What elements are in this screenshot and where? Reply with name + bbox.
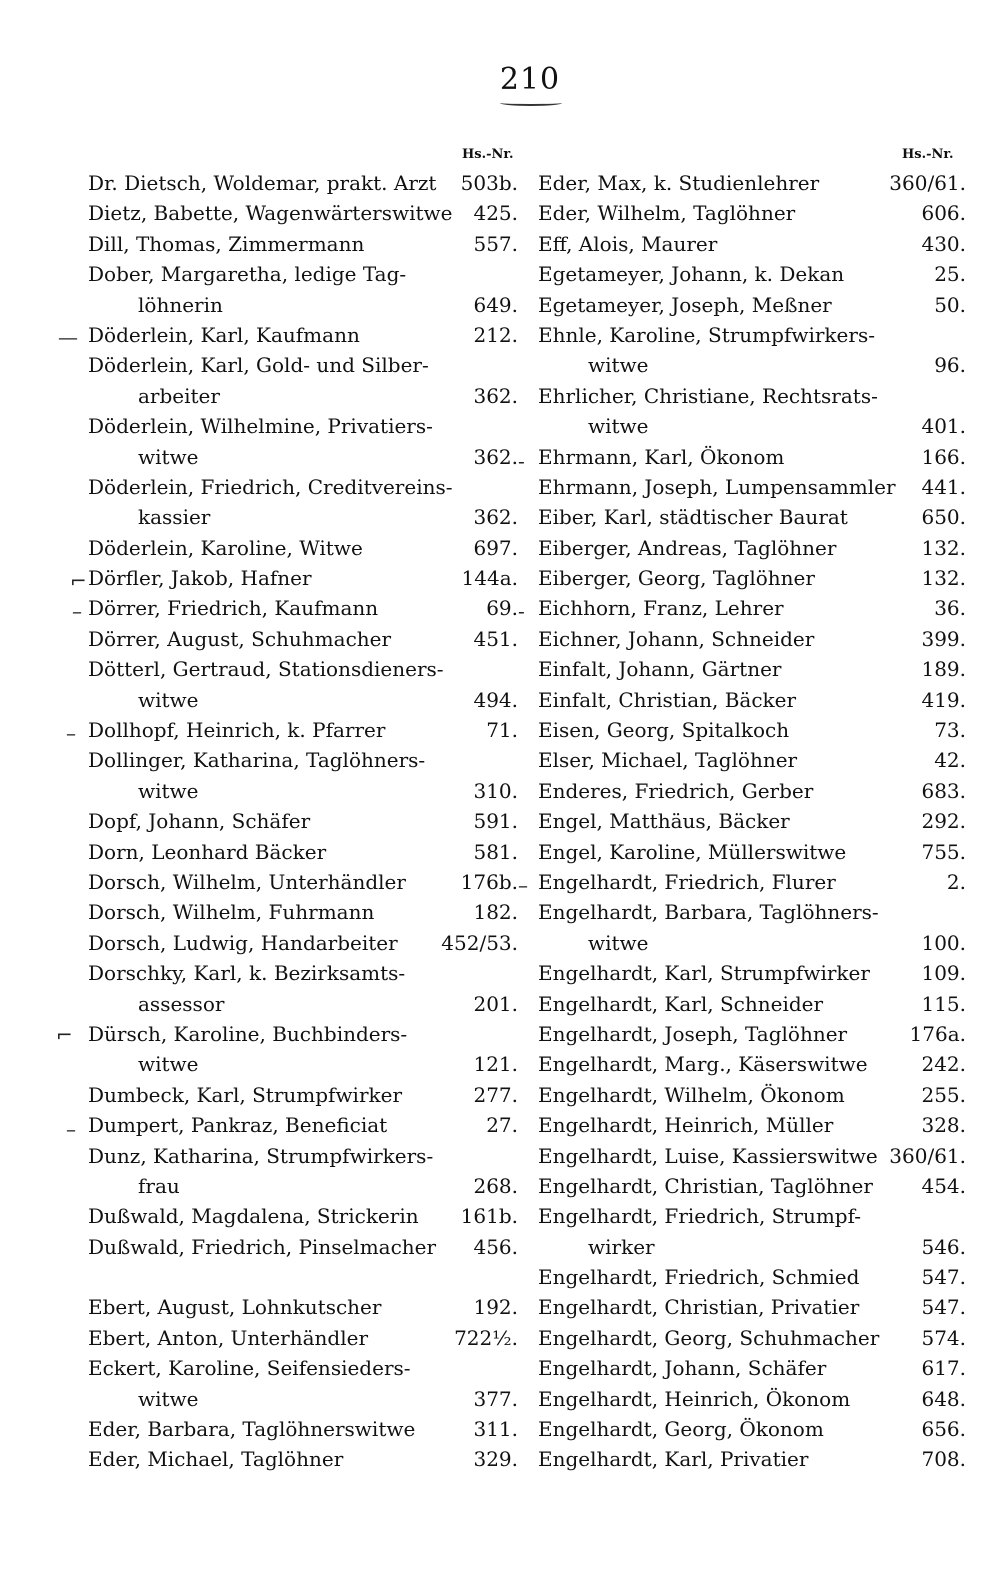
house-number: 722½. — [454, 1325, 518, 1350]
house-number: 182. — [473, 900, 518, 925]
entry-text: Eichner, Johann, Schneider — [538, 626, 815, 651]
directory-entry — [538, 1323, 966, 1353]
entry-text: witwe — [138, 1386, 199, 1411]
entry-text: Engelhardt, Barbara, Taglöhners- — [538, 900, 879, 925]
house-number: 606. — [921, 201, 966, 226]
entry-text: Dr. Dietsch, Woldemar, prakt. Arzt — [88, 171, 437, 195]
directory-entry — [538, 229, 966, 259]
house-number: 425. — [473, 201, 518, 226]
directory-entry — [538, 1141, 966, 1171]
directory-entry — [88, 229, 518, 259]
entry-continuation-line — [88, 1049, 518, 1079]
entry-text: wirker — [588, 1234, 655, 1259]
house-number: 546. — [921, 1234, 966, 1259]
directory-entry — [538, 958, 966, 988]
entry-text: Eiber, Karl, städtischer Baurat — [538, 505, 848, 530]
house-number: 42. — [934, 748, 966, 773]
entry-text: Engelhardt, Friedrich, Flurer — [538, 869, 836, 894]
house-number: 50. — [934, 292, 966, 317]
house-number: 109. — [921, 961, 966, 986]
directory-entry — [88, 350, 518, 380]
entry-text: Dollinger, Katharina, Taglöhners- — [88, 748, 426, 773]
entry-text: Engelhardt, Marg., Käserswitwe — [538, 1052, 868, 1077]
entry-text: Engelhardt, Wilhelm, Ökonom — [538, 1082, 845, 1107]
directory-entry — [88, 715, 518, 745]
entry-continuation-line — [88, 442, 518, 472]
entry-text: Dumpert, Pankraz, Beneficiat — [88, 1113, 388, 1138]
entry-text: Dorschky, Karl, k. Bezirksamts- — [88, 961, 406, 986]
directory-entry — [88, 1110, 518, 1140]
entry-text: löhnerin — [138, 292, 223, 317]
entry-text: Dollhopf, Heinrich, k. Pfarrer — [88, 718, 386, 743]
house-number: 310. — [473, 778, 518, 803]
entry-text: Eder, Wilhelm, Taglöhner — [538, 201, 796, 226]
entry-continuation-line — [538, 350, 966, 380]
entry-text: Engel, Matthäus, Bäcker — [538, 809, 790, 834]
directory-entry — [88, 806, 518, 836]
directory-entry — [88, 1292, 518, 1322]
page-number: 210 — [499, 62, 561, 97]
house-number: 69. — [486, 596, 518, 621]
entry-text: Enderes, Friedrich, Gerber — [538, 778, 814, 803]
entry-text: Egetameyer, Johann, k. Dekan — [538, 262, 845, 287]
house-number: 650. — [921, 505, 966, 530]
house-number: 451. — [473, 626, 518, 651]
entry-continuation-line — [538, 928, 966, 958]
entry-text: Dötterl, Gertraud, Stationsdieners- — [88, 657, 444, 682]
entry-text: Engelhardt, Karl, Privatier — [538, 1447, 809, 1472]
directory-entry — [538, 1384, 966, 1414]
directory-entry — [88, 1353, 518, 1383]
directory-entry — [538, 1414, 966, 1444]
entry-text: Engelhardt, Christian, Privatier — [538, 1295, 860, 1320]
house-number: 617. — [921, 1356, 966, 1381]
entry-text: witwe — [588, 353, 649, 378]
entry-text: Dorsch, Wilhelm, Fuhrmann — [88, 900, 375, 925]
entry-text: Eder, Max, k. Studienlehrer — [538, 171, 820, 195]
entry-text: Engelhardt, Johann, Schäfer — [538, 1356, 827, 1381]
entry-text: Egetameyer, Joseph, Meßner — [538, 292, 832, 317]
entry-text: Dörrer, August, Schuhmacher — [88, 626, 392, 651]
house-number: 329. — [473, 1447, 518, 1472]
house-number: 362. — [473, 383, 518, 408]
directory-entry — [538, 715, 966, 745]
directory-entry — [88, 1141, 518, 1171]
directory-entry — [538, 563, 966, 593]
margin-dash-mark: – — [72, 599, 82, 623]
entry-text: Engelhardt, Luise, Kassierswitwe — [538, 1143, 878, 1168]
house-number: 277. — [473, 1082, 518, 1107]
directory-entry — [88, 624, 518, 654]
directory-entry — [88, 198, 518, 228]
directory-entry — [538, 320, 966, 350]
entry-text: Eder, Barbara, Taglöhnerswitwe — [88, 1417, 416, 1442]
directory-entry — [88, 1444, 518, 1474]
directory-entry — [538, 1353, 966, 1383]
entry-text: Döderlein, Karoline, Witwe — [88, 535, 363, 560]
entry-text: Eiberger, Georg, Taglöhner — [538, 566, 815, 591]
house-number: 656. — [921, 1417, 966, 1442]
directory-entry — [538, 533, 966, 563]
directory-entry — [88, 1019, 518, 1049]
house-number: 100. — [921, 930, 966, 955]
directory-entry — [88, 745, 518, 775]
directory-entry — [538, 1019, 966, 1049]
entry-text: Engelhardt, Heinrich, Ökonom — [538, 1386, 851, 1411]
entry-text: Engel, Karoline, Müllerswitwe — [538, 839, 847, 864]
house-number: 503b. — [460, 171, 518, 195]
house-number: 2. — [946, 869, 966, 894]
entry-text: Ehrlicher, Christiane, Rechtsrats- — [538, 383, 878, 408]
directory-entry — [88, 472, 518, 502]
entry-text: witwe — [138, 444, 199, 469]
house-number: 547. — [921, 1295, 966, 1320]
entry-text: Ehrmann, Joseph, Lumpensammler — [538, 474, 896, 499]
entry-text: Dürsch, Karoline, Buchbinders- — [88, 1021, 408, 1046]
entry-text: Einfalt, Christian, Bäcker — [538, 687, 797, 712]
entry-text: Dorn, Leonhard Bäcker — [88, 839, 327, 864]
margin-dash-mark: - — [518, 599, 525, 623]
directory-entry — [538, 381, 966, 411]
entry-text: Eiberger, Andreas, Taglöhner — [538, 535, 837, 560]
house-number: 452/53. — [441, 930, 518, 955]
entry-text: arbeiter — [138, 383, 220, 408]
entry-text: Dumbeck, Karl, Strumpfwirker — [88, 1082, 403, 1107]
house-number: 494. — [473, 687, 518, 712]
directory-entry — [538, 1262, 966, 1292]
house-number: 311. — [473, 1417, 518, 1442]
entry-text: Ebert, August, Lohnkutscher — [88, 1295, 382, 1320]
directory-entry — [88, 168, 518, 198]
entry-text: witwe — [588, 414, 649, 439]
directory-entry — [88, 837, 518, 867]
entry-text: Engelhardt, Joseph, Taglöhner — [538, 1021, 848, 1046]
directory-entry — [88, 1262, 518, 1292]
right-column — [538, 168, 966, 1475]
entry-text: witwe — [138, 687, 199, 712]
entry-text: witwe — [588, 930, 649, 955]
right-column-header: Hs.-Nr. — [902, 147, 954, 162]
directory-entry — [538, 897, 966, 927]
entry-text: witwe — [138, 1052, 199, 1077]
entry-text: Döderlein, Karl, Gold- und Silber- — [88, 353, 429, 378]
house-number: 36. — [934, 596, 966, 621]
entry-text: Döderlein, Friedrich, Creditvereins- — [88, 474, 453, 499]
house-number: 176b. — [460, 869, 518, 894]
directory-entry — [538, 1049, 966, 1079]
directory-entry — [538, 472, 966, 502]
entry-text: Engelhardt, Christian, Taglöhner — [538, 1173, 873, 1198]
directory-entry — [538, 745, 966, 775]
entry-text: Ebert, Anton, Unterhändler — [88, 1325, 368, 1350]
entry-continuation-line — [88, 776, 518, 806]
house-number: 144a. — [461, 566, 518, 591]
directory-entry — [88, 1232, 518, 1262]
house-number: 328. — [921, 1113, 966, 1138]
entry-continuation-line — [88, 290, 518, 320]
directory-entry — [538, 685, 966, 715]
margin-hook-mark: ⌐ — [70, 569, 87, 593]
entry-text: Ehrmann, Karl, Ökonom — [538, 444, 785, 469]
house-number: 121. — [473, 1052, 518, 1077]
entry-text: Dunz, Katharina, Strumpfwirkers- — [88, 1143, 434, 1168]
house-number: 96. — [934, 353, 966, 378]
entry-continuation-line — [538, 411, 966, 441]
house-number: 649. — [473, 292, 518, 317]
directory-entry — [538, 502, 966, 532]
directory-entry — [88, 563, 518, 593]
house-number: 362. — [473, 505, 518, 530]
left-column-header: Hs.-Nr. — [462, 147, 514, 162]
entry-text: Elser, Michael, Taglöhner — [538, 748, 798, 773]
house-number: 212. — [473, 322, 518, 347]
house-number: 708. — [921, 1447, 966, 1472]
house-number: 255. — [921, 1082, 966, 1107]
directory-entry — [538, 290, 966, 320]
entry-continuation-line — [88, 685, 518, 715]
margin-arrow-mark: - — [518, 449, 525, 473]
directory-entry — [88, 259, 518, 289]
entry-text: Döderlein, Wilhelmine, Privatiers- — [88, 414, 433, 439]
entry-text: Engelhardt, Georg, Ökonom — [538, 1417, 824, 1442]
house-number: 430. — [921, 231, 966, 256]
house-number: 377. — [473, 1386, 518, 1411]
directory-entry — [538, 1110, 966, 1140]
house-number: 581. — [473, 839, 518, 864]
house-number: 683. — [921, 778, 966, 803]
house-number: 292. — [921, 809, 966, 834]
entry-text: Engelhardt, Karl, Strumpfwirker — [538, 961, 870, 986]
directory-entry — [538, 1171, 966, 1201]
directory-entry — [88, 533, 518, 563]
directory-entry — [538, 989, 966, 1019]
entry-text: Engelhardt, Friedrich, Schmied — [538, 1265, 860, 1290]
entry-continuation-line — [88, 989, 518, 1019]
house-number: 456. — [473, 1234, 518, 1259]
directory-entry — [88, 411, 518, 441]
directory-entry — [538, 259, 966, 289]
directory-entry — [538, 1080, 966, 1110]
entry-text: Dober, Margaretha, ledige Tag- — [88, 262, 407, 287]
directory-entry — [538, 442, 966, 472]
house-number: 399. — [921, 626, 966, 651]
entry-continuation-line — [538, 1232, 966, 1262]
page-number-underline — [500, 100, 562, 106]
entry-text: Engelhardt, Georg, Schuhmacher — [538, 1325, 880, 1350]
house-number: 132. — [921, 566, 966, 591]
entry-text: Dörrer, Friedrich, Kaufmann — [88, 596, 379, 621]
house-number: 755. — [921, 839, 966, 864]
house-number: 161b. — [460, 1204, 518, 1229]
entry-text: Dill, Thomas, Zimmermann — [88, 231, 365, 256]
house-number: 441. — [921, 474, 966, 499]
directory-entry — [88, 320, 518, 350]
house-number: 401. — [921, 414, 966, 439]
directory-entry — [538, 168, 966, 198]
house-number: 166. — [921, 444, 966, 469]
directory-entry — [88, 654, 518, 684]
directory-entry — [88, 897, 518, 927]
entry-continuation-line — [88, 1384, 518, 1414]
left-column — [88, 168, 518, 1475]
entry-text: Ehnle, Karoline, Strumpfwirkers- — [538, 322, 875, 347]
entry-text: kassier — [138, 505, 211, 530]
entry-text: Einfalt, Johann, Gärtner — [538, 657, 782, 682]
directory-entry — [538, 837, 966, 867]
entry-text: assessor — [138, 991, 225, 1016]
entry-text: Engelhardt, Heinrich, Müller — [538, 1113, 834, 1138]
entry-text: Dörfler, Jakob, Hafner — [88, 566, 312, 591]
entry-text: Eff, Alois, Maurer — [538, 231, 718, 256]
directory-entry — [88, 1201, 518, 1231]
house-number: 25. — [934, 262, 966, 287]
house-number: 419. — [921, 687, 966, 712]
entry-continuation-line — [88, 502, 518, 532]
house-number: 27. — [486, 1113, 518, 1138]
entry-text: Dorsch, Ludwig, Handarbeiter — [88, 930, 398, 955]
house-number: 189. — [921, 657, 966, 682]
directory-entry — [538, 806, 966, 836]
directory-entry — [88, 1080, 518, 1110]
directory-entry — [88, 1414, 518, 1444]
house-number: 360/61. — [889, 171, 966, 195]
house-number: 557. — [473, 231, 518, 256]
entry-text: Dußwald, Friedrich, Pinselmacher — [88, 1234, 437, 1259]
house-number: 176a. — [909, 1021, 966, 1046]
directory-entry — [538, 776, 966, 806]
house-number: 201. — [473, 991, 518, 1016]
directory-entry — [88, 593, 518, 623]
directory-entry — [88, 958, 518, 988]
entry-text: Eisen, Georg, Spitalkoch — [538, 718, 790, 743]
entry-continuation-line — [88, 1171, 518, 1201]
house-number: 454. — [921, 1173, 966, 1198]
house-number: 360/61. — [889, 1143, 966, 1168]
directory-entry — [538, 1201, 966, 1231]
house-number: 71. — [486, 718, 518, 743]
house-number: 574. — [921, 1325, 966, 1350]
entry-text: frau — [138, 1173, 180, 1198]
house-number: 648. — [921, 1386, 966, 1411]
entry-text: witwe — [138, 778, 199, 803]
entry-text: Dorsch, Wilhelm, Unterhändler — [88, 869, 406, 894]
entry-text: Eckert, Karoline, Seifensieders- — [88, 1356, 411, 1381]
margin-dash-mark: – — [66, 1117, 76, 1141]
entry-text: Eichhorn, Franz, Lehrer — [538, 596, 784, 621]
margin-dash-mark: — — [58, 325, 78, 349]
directory-entry — [88, 1323, 518, 1353]
entry-text: Dußwald, Magdalena, Strickerin — [88, 1204, 419, 1229]
house-number: 697. — [473, 535, 518, 560]
margin-dash-mark: – — [66, 721, 76, 745]
house-number: 115. — [921, 991, 966, 1016]
house-number: 192. — [473, 1295, 518, 1320]
directory-entry — [538, 1444, 966, 1474]
directory-entry — [538, 593, 966, 623]
directory-entry — [88, 928, 518, 958]
margin-dash-mark: – — [518, 873, 528, 897]
directory-entry — [538, 867, 966, 897]
entry-text: Dietz, Babette, Wagenwärterswitwe — [88, 201, 453, 226]
house-number: 132. — [921, 535, 966, 560]
directory-entry — [538, 198, 966, 228]
house-number: 591. — [473, 809, 518, 834]
directory-entry — [538, 1292, 966, 1322]
margin-hook-mark: ⌐ — [56, 1023, 73, 1047]
house-number: 268. — [473, 1173, 518, 1198]
entry-text: Engelhardt, Karl, Schneider — [538, 991, 824, 1016]
house-number: 73. — [934, 718, 966, 743]
entry-text: Dopf, Johann, Schäfer — [88, 809, 311, 834]
entry-text: Eder, Michael, Taglöhner — [88, 1447, 344, 1472]
directory-entry — [538, 624, 966, 654]
entry-text: Engelhardt, Friedrich, Strumpf- — [538, 1204, 862, 1229]
house-number: 547. — [921, 1265, 966, 1290]
house-number: 362. — [473, 444, 518, 469]
directory-entry — [88, 867, 518, 897]
directory-entry — [538, 654, 966, 684]
house-number: 242. — [921, 1052, 966, 1077]
entry-continuation-line — [88, 381, 518, 411]
entry-text: Döderlein, Karl, Kaufmann — [88, 322, 360, 347]
